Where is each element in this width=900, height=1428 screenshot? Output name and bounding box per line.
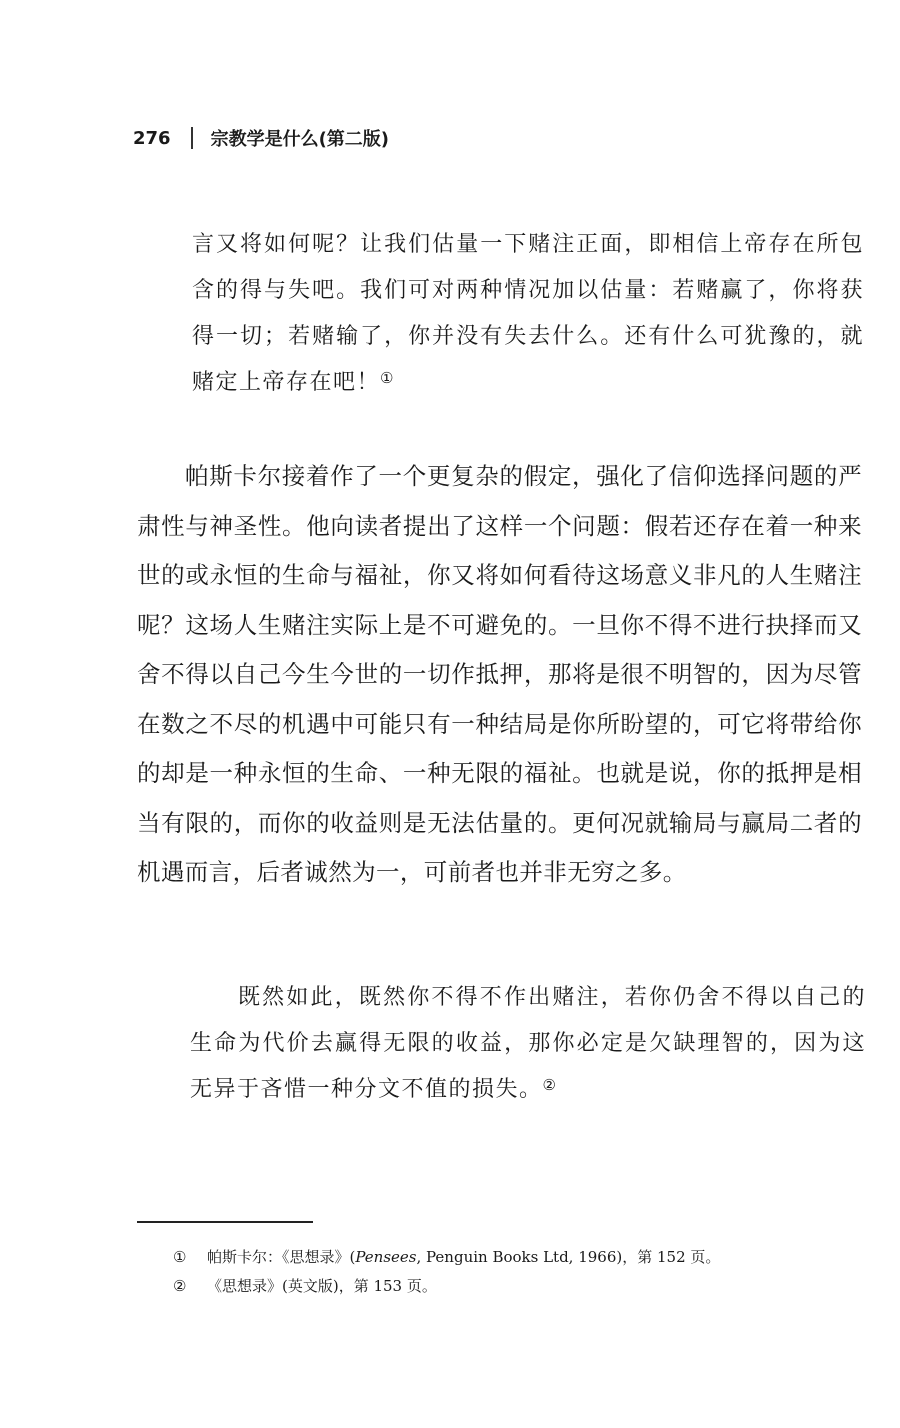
footnote-rule <box>137 1221 313 1223</box>
block-quote-2 <box>190 975 866 1113</box>
running-header <box>133 124 389 152</box>
footnote-2 <box>173 1272 813 1301</box>
footnote-ref-1[interactable]: ① <box>380 369 395 387</box>
footnote-1-suffix: , Penguin Books Ltd, 1966)，第 152 页。 <box>416 1248 721 1266</box>
footnote-1-prefix: 帕斯卡尔：《思想录》( <box>207 1248 356 1266</box>
footnote-1-italic-title: Pensees <box>355 1248 417 1266</box>
block-quote-2-text <box>190 975 866 1113</box>
page-number: 276 <box>133 127 171 149</box>
block-quote-1-text: 言又将如何呢？让我们估量一下赌注正面，即相信上帝存在所包含的得与失吧。我们可对两种情况加以估量：若赌赢了，你将获得一切；若赌输了，你并没有失去什么。还有什么可犹豫的，就赌定上帝存在吧！ <box>192 232 864 395</box>
block-quote-2-body: 既然如此，既然你不得不作出赌注，若你仍舍不得以自己的生命为代价去赢得无限的收益，那你必定是欠缺理智的，因为这无异于吝惜一种分文不值的损失。 <box>190 985 866 1102</box>
body-paragraph: 帕斯卡尔接着作了一个更复杂的假定，强化了信仰选择问题的严肃性与神圣性。他向读者提出了这样一个问题：假若还存在着一种来世的或永恒的生命与福祉，你又将如何看待这场意义非凡的人生赌注呢？这场人生赌注实际上是不可避免的。一旦你不得不进行抉择而又舍不得以自己今生今世的一切作抵押，那将是很不明智的，因为尽管在数之不尽的机遇中可能只有一种结局是你所盼望的，可它将带给你的却是一种永恒的生命、一种无限的福祉。也就是说，你的抵押是相当有限的，而你的收益则是无法估量的。更何况就输局与赢局二者的机遇而言，后者诚然为一，可前者也并非无穷之多。 <box>137 462 862 886</box>
book-title: 宗教学是什么(第二版) <box>210 129 390 150</box>
footnote-mark-1: ① <box>173 1248 187 1266</box>
footnote-ref-2[interactable]: ② <box>542 1076 558 1094</box>
footnote-2-prefix: 《思想录》(英文版)，第 153 页。 <box>207 1277 437 1295</box>
footnote-1 <box>173 1243 813 1272</box>
header-divider <box>191 127 193 149</box>
block-quote-1 <box>192 222 864 406</box>
footnotes <box>173 1243 813 1301</box>
footnote-mark-2: ② <box>173 1277 187 1295</box>
